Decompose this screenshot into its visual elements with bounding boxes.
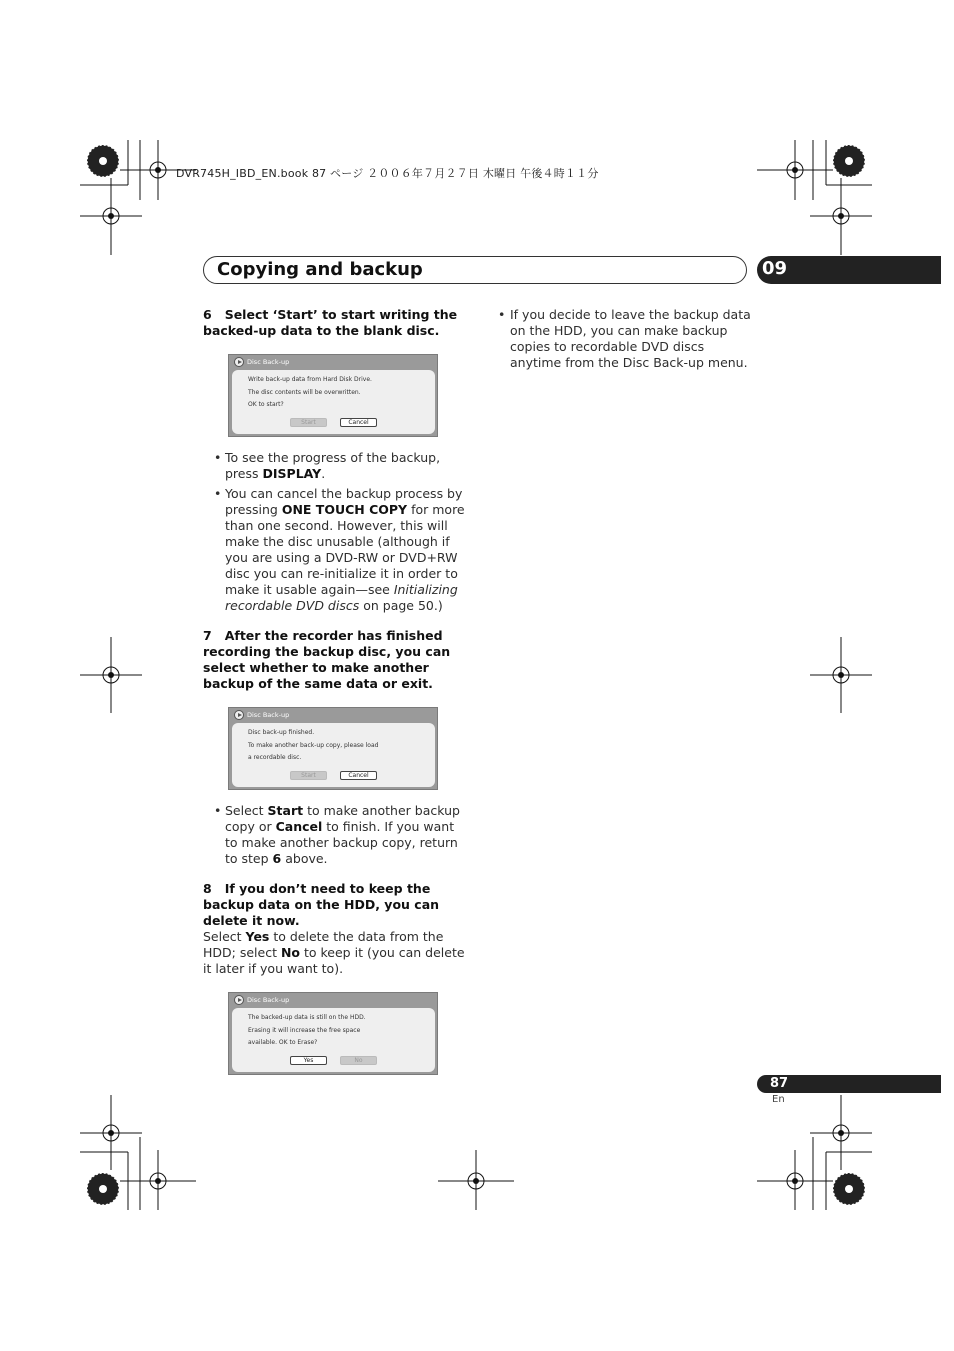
start-button: Start [290, 771, 327, 780]
disc-icon [234, 710, 244, 720]
screen-message-line: Erasing it will increase the free space [248, 1027, 361, 1034]
screen-title: Disc Back-up [247, 358, 290, 366]
bullet-list [203, 803, 465, 867]
step-number: 8 [203, 881, 212, 896]
bullet-list [497, 307, 752, 371]
yes-button: Yes [290, 1056, 327, 1065]
step-8-body: Select Yes to delete the data from the HDD; select No to keep it (you can delete it later if you want to). [203, 929, 465, 976]
language-label: En [772, 1094, 785, 1105]
screen-message-line: Write back-up data from Hard Disk Drive. [248, 376, 372, 383]
cancel-button: Cancel [340, 771, 377, 780]
cancel-button: Cancel [340, 418, 377, 427]
screen-message-line: The backed-up data is still on the HDD. [248, 1014, 366, 1021]
chapter-bar [203, 256, 747, 284]
chapter-number-tab [757, 256, 941, 284]
list-item: • Select Start to make another backup copy or Cancel to finish. If you want to make another backup copy, return to step 6 above. [203, 803, 465, 867]
screen-panel [232, 723, 435, 787]
screen-panel [232, 370, 435, 434]
disc-icon [234, 357, 244, 367]
step-number: 7 [203, 628, 212, 643]
screen-message-line: To make another back-up copy, please load [248, 742, 379, 749]
chapter-title: Copying and backup [217, 259, 423, 280]
disc-icon [234, 995, 244, 1005]
chapter-number: 09 [762, 258, 788, 279]
print-header: DVR745H_IBD_EN.book 87 ページ ２００６年７月２７日 木曜日 午後４時１１分 [176, 167, 599, 180]
step-text: After the recorder has finished recording the backup disc, you can select whether to make another backup of the same data or exit. [203, 628, 451, 691]
step-text: If you don’t need to keep the backup data on the HDD, you can delete it now. [203, 881, 440, 928]
bullet-list [203, 450, 465, 614]
list-item: • You can cancel the backup process by pressing ONE TOUCH COPY for more than one second. However, this will make the disc unusable (although if you are using a DVD-RW or DVD+RW disc you can re-initialize it in order to make it usable again—see Initializing recordable DVD discs on page 50.) [203, 486, 465, 614]
step-8 [203, 881, 465, 929]
screen-title: Disc Back-up [247, 711, 290, 719]
screen-message-line: available. OK to Erase? [248, 1039, 318, 1046]
list-item: • To see the progress of the backup, press DISPLAY. [203, 450, 465, 482]
start-button: Start [290, 418, 327, 427]
step-7 [203, 628, 465, 692]
page-number: 87 [770, 1076, 789, 1091]
step-number: 6 [203, 307, 212, 322]
right-column [497, 307, 752, 375]
disc-backup-screen-start [228, 354, 438, 437]
left-column [203, 307, 465, 1075]
disc-backup-screen-finished [228, 707, 438, 790]
screen-message-line: OK to start? [248, 401, 284, 408]
page-number-tab [757, 1075, 941, 1093]
list-item: • If you decide to leave the backup data on the HDD, you can make backup copies to recordable DVD discs anytime from the Disc Back-up menu. [497, 307, 752, 371]
disc-backup-screen-erase [228, 992, 438, 1075]
step-text: Select ‘Start’ to start writing the backed-up data to the blank disc. [203, 307, 458, 338]
screen-panel [232, 1008, 435, 1072]
screen-title: Disc Back-up [247, 996, 290, 1004]
screen-message-line: The disc contents will be overwritten. [248, 389, 361, 396]
step-6 [203, 307, 465, 339]
screen-message-line: a recordable disc. [248, 754, 302, 761]
no-button: No [340, 1056, 377, 1065]
screen-message-line: Disc back-up finished. [248, 729, 315, 736]
